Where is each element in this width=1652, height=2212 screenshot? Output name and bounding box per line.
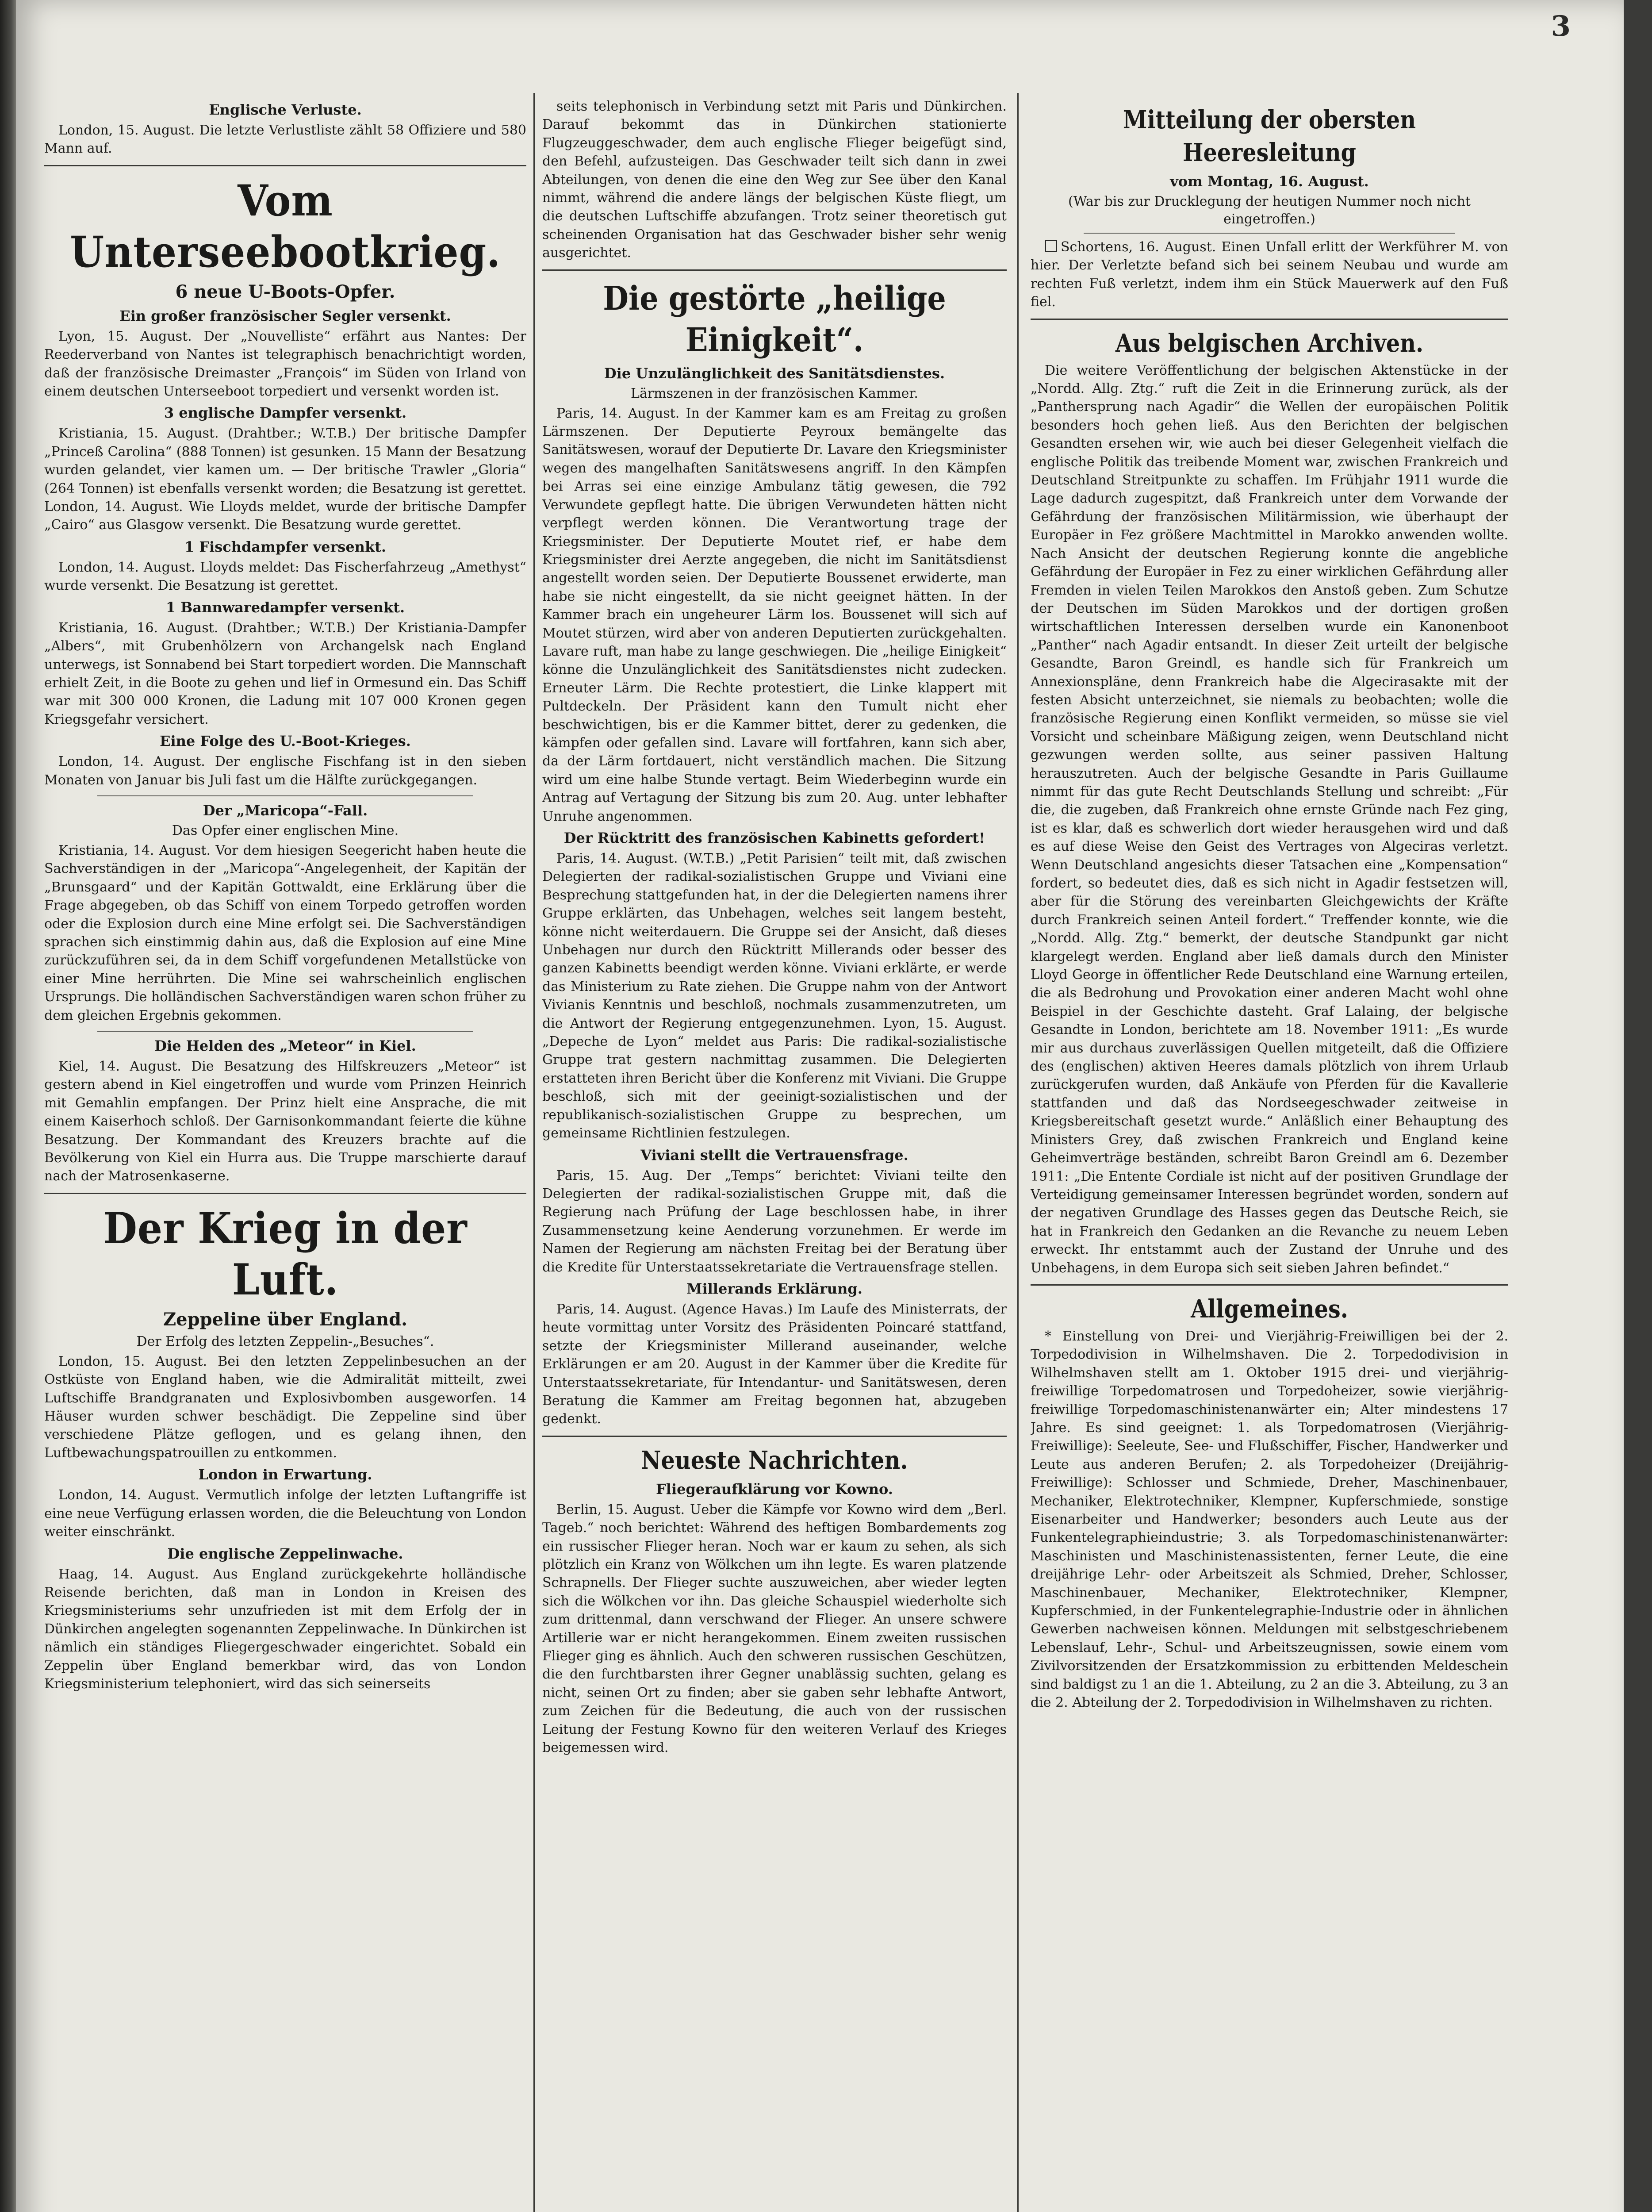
- article-heading: Englische Verluste.: [209, 101, 362, 118]
- divider: [97, 1031, 473, 1032]
- article-subtitle: Lärmszenen in der französischen Kammer.: [631, 385, 918, 401]
- subheadline: Die Unzulänglichkeit des Sanitätsdienstes.: [604, 365, 945, 382]
- article-body: Schortens, 16. August. Einen Unfall erlitt der Werkführer M. von hier. Der Verletzte befand sich bei seinem Neubau und wurde am rechten Fuß verletzt, indem ihm ein Stück Mauerwerk auf den Fuß fiel.: [1031, 239, 1508, 310]
- article-body: Berlin, 15. August. Ueber die Kämpfe vor Kowno wird dem „Berl. Tageb.“ noch berichtet: Während des heftigen Bombardements zog ein russischer Flieger heran. Noch war er kaum zu sehen, als sich plötzlich ein Kranz von Wölkchen um ihn legte. Es waren platzende Schrapnells. Der Flieger suchte auszuweichen, aber wieder legten sich die Wölkchen vor ihn. Das gleiche Schauspiel wiederholte sich zum drittenmal, dann verschwand der Flieger. An unsere schwere Artillerie war er nicht herangekommen. Einem zweiten russischen Flieger ging es ähnlich. Auch den schweren russischen Geschützen, die den furchtbarsten ihrer Gegner unablässig suchten, gelang es nicht, seinen Ort zu finden; aber sie gaben sehr lebhafte Antwort, zum Zeichen für die Bedeutung, die auch von der russischen Leitung der Festung Kowno für den weiteren Verlauf des Krieges beigemessen wird.: [542, 1502, 1007, 1756]
- divider: [542, 269, 1007, 271]
- article-note: (War bis zur Drucklegung der heutigen Nummer noch nicht eingetroffen.): [1068, 194, 1471, 227]
- headline: Die gestörte „heilige Einigkeit“.: [603, 279, 946, 359]
- headline: Aus belgischen Archiven.: [1115, 328, 1424, 358]
- newspaper-page: [16, 0, 1624, 2212]
- divider: [44, 1193, 526, 1194]
- section-body: Paris, 14. August. (W.T.B.) „Petit Parisien“ teilt mit, daß zwischen Delegierten der radikal-sozialistischen Gruppe und Viviani eine Besprechung stattgefunden hat, in der die Delegierten namens ihrer Gruppe erklärten, das Unbehagen, welches seit langem besteht, könne nicht weiterdauern. Die Gruppe sei der Ansicht, daß dieses Unbehagen nur durch den Rücktritt Millerands oder besser des ganzen Kabinetts beendigt werden könne. Viviani erklärte, er werde das Ministerium zu Rate ziehen. Die Gruppe nahm von der Antwort Vivianis Kenntnis und beschloß, nochmals zusammenzutreten, um die Antwort der Regierung entgegenzunehmen. Lyon, 15. August. „Depeche de Lyon“ meldet aus Paris: Die radikal-sozialistische Gruppe trat gestern nachmittag zusammen. Die Delegierten erstatteten ihren Bericht über die Konferenz mit Viviani. Die Gruppe beschloß, sich mit der geeinigt-sozialistischen und der republikanisch-sozialistischen Gruppe zu besprechen, um gemeinsame Richtlinien festzulegen.: [542, 851, 1007, 1141]
- headline: Mitteilung der obersten Heeresleitung: [1123, 105, 1416, 167]
- column-divider: [533, 93, 535, 2212]
- article-neueste-nachrichten: [542, 1444, 1007, 1757]
- headline: Allgemeines.: [1191, 1294, 1348, 1324]
- subheadline: Zeppeline über England.: [163, 1309, 407, 1330]
- section-title: 1 Fischdampfer versenkt.: [184, 538, 387, 555]
- article-subtitle: Das Opfer einer englischen Mine.: [172, 822, 399, 838]
- article-continuation: [542, 97, 1007, 262]
- article-heilige-einigkeit: [542, 278, 1007, 1429]
- section-title: 1 Bannwaredampfer versenkt.: [165, 599, 405, 616]
- section-body: Kristiania, 16. August. (Drahtber.; W.T.B.) Der Kristiania-Dampfer „Albers“, mit Grubenhölzern von Archangelsk nach England unterwegs, ist Sonnabend bei Start torpediert worden. Die Mannschaft erhielt Zeit, in die Boote zu gehen und lief in Ormesund ein. Das Schiff war mit 300 000 Kronen, die Ladung mit 107 000 Kronen gegen Kriegsgefahr versichert.: [44, 620, 526, 727]
- section-title: Die englische Zeppelinwache.: [167, 1545, 403, 1562]
- divider: [1031, 319, 1508, 320]
- section-body: Haag, 14. August. Aus England zurückgekehrte holländische Reisende berichten, daß man in London in Kreisen des Kriegsministeriums sehr unzufrieden ist mit dem Erfolg der in Dünkirchen angelegten sogenannten Zeppelinwache. In Dünkirchen ist nämlich ein ständiges Fliegergeschwader eingerichtet. Sobald ein Zeppelin über England bemerkbar wird, das von London Kriegsministerium telephoniert, wird das sich seinerseits: [44, 1566, 526, 1692]
- column-2: [542, 97, 1007, 2212]
- headline: Der Krieg in der Luft.: [103, 1203, 468, 1305]
- section-body: Paris, 14. August. (Agence Havas.) Im Laufe des Ministerrats, der heute vormittag unter Vorsitz des Präsidenten Poincaré stattfand, setzte der Kriegsminister Millerand auseinander, welche Erklärungen er am 20. August in der Kammer über die Kredite für Unterstaatssekretariate, für Intendantur- und Sanitätswesen, deren Beratung die Kammer am Freitag begonnen hat, abzugeben gedenkt.: [542, 1301, 1007, 1427]
- article-meteor: [44, 1036, 526, 1186]
- article-subtitle: vom Montag, 16. August.: [1170, 173, 1369, 190]
- article-body: Paris, 14. August. In der Kammer kam es am Freitag zu großen Lärmszenen. Der Deputierte Peyroux bemängelte das Sanitätswesen, worauf der Deputierte Dr. Lavare den Kriegsminister wegen des mangelhaften Sanitätswesens angriff. In den Kämpfen bei Arras sei eine einzige Ambulanz tätig gewesen, die 792 Verwundete gepflegt hatte. Die übrigen Verwundeten hätten nicht verpflegt werden können. Die Verantwortung trage der Kriegsminister. Der Deputierte Moutet rief, er habe dem Kriegsminister drei Aerzte angegeben, die nicht im Sanitätsdienst angestellt worden seien. Der Deputierte Boussenet erwiderte, man habe sie nicht eingestellt, da sie nicht geeignet hätten. In der Kammer brach ein ungeheurer Lärm los. Boussenet will sich auf Moutet stürzen, wird aber von anderen Deputierten zurückgehalten. Lavare ruft, man habe zu lange geschwiegen. Die „heilige Einigkeit“ könne die Unzulänglichkeit des Sanitätsdienstes nicht zudecken. Erneuter Lärm. Die Rechte protestiert, die Linke klappert mit Pultdeckeln. Der Präsident kann den Tumult nicht eher beschwichtigen, bis er die Kammer bittet, derer zu gedenken, die kämpfen oder gefallen sind. Lavare will fortfahren, kann sich aber, da der Lärm fortdauert, nicht verständlich machen. Die Sitzung wird um eine halbe Stunde vertagt. Beim Wiederbeginn wurde ein Antrag auf Vertagung der Sitzung bis zum 20. Aug. unter lebhafter Unruhe angenommen.: [542, 405, 1007, 824]
- section-title: Viviani stellt die Vertrauensfrage.: [640, 1146, 908, 1164]
- article-oberste-heeresleitung: [1031, 104, 1508, 311]
- article-body: Kristiania, 14. August. Vor dem hiesigen Seegericht haben heute die Sachverständigen in der „Maricopa“-Angelegenheit, der Kapitän der „Brunsgaard“ und der Kapitän Gottwaldt, eine Erklärung über die Frage abgegeben, ob das Schiff von einem Torpedo getroffen worden oder die Explosion durch eine Mine erfolgt sei. Die Sachverständigen sprachen sich einstimmig dahin aus, daß die Explosion auf eine Mine zurückzuführen sei, da in dem Schiff vorgefundenen Metallstücke von einer Mine herrührten. Die Mine sei wahrscheinlich englischen Ursprungs. Die holländischen Sachverständigen waren schon früher zu dem gleichen Ergebnis gekommen.: [44, 842, 526, 1023]
- article-englische-verluste: [44, 100, 526, 158]
- article-body: * Einstellung von Drei- und Vierjährig-Freiwilligen bei der 2. Torpedodivision in Wilhelmshaven. Die 2. Torpedodivision in Wilhelmshaven stellt am 1. Oktober 1915 drei- und vierjährig-freiwillige Torpedomatrosen und Torpedoheizer, sowie vierjährig-freiwillige Torpedomaschinistenanwärter ein; Alter mindestens 17 Jahre. Es sind geeignet: 1. als Torpedomatrosen (Vierjährig-Freiwillige): Seeleute, See- und Flußschiffer, Fischer, Handwerker und Leute aus anderen Berufen; 2. als Torpedoheizer (Dreijährig-Freiwillige): Schlosser und Schmiede, Dreher, Maschinenbauer, Mechaniker, Elektrotechniker, Klempner, Kupferschmiede, sonstige Eisenarbeiter und Handwerker; besonders auch Leute aus der Funkentelegraphieindustrie; 3. als Torpedomaschinistenanwärter: Maschinisten und Maschinistenassistenten, ferner Leute, die eine dreijährige Lehr- oder Arbeitszeit als Schmied, Dreher, Schlosser, Maschinenbauer, Mechaniker, Elektrotechniker, Klempner, Kupferschmied, in der Funkentelegraphie-Industrie oder in ähnlichen Gewerben nachweisen können. Meldungen mit selbstgeschriebenem Lebenslauf, Lehr-, Schul- und Arbeitszeugnissen, sowie einem vom Zivilvorsitzenden der Ersatzkommission zu erbittenden Meldeschein sind baldigst zu 1 an die 1. Abteilung, zu 2 an die 3. Abteilung, zu 3 an die 2. Abteilung der 2. Torpedodivision in Wilhelmshaven zu richten.: [1031, 1328, 1508, 1711]
- section-body: Paris, 15. Aug. Der „Temps“ berichtet: Viviani teilte den Delegierten der radikal-sozialistischen Gruppe mit, daß die Regierung nach Prüfung der Lage beschlossen habe, in ihrer Zusammensetzung keine Aenderung vorzunehmen. Er werde im Namen der Regierung am nächsten Freitag bei der Beratung über die Kredite für Unterstaatssekretariate die Vertrauensfrage stellen.: [542, 1167, 1007, 1275]
- article-title: Der „Maricopa“-Fall.: [203, 802, 368, 819]
- column-divider: [1017, 93, 1019, 2212]
- column-1: [44, 97, 526, 2212]
- article-maricopa: [44, 801, 526, 1025]
- article-subtitle: Fliegeraufklärung vor Kowno.: [656, 1480, 893, 1498]
- divider: [542, 1436, 1007, 1437]
- square-marker-icon: [1045, 240, 1057, 252]
- section-title: Millerands Erklärung.: [686, 1280, 862, 1297]
- article-krieg-in-der-luft: [44, 1203, 526, 1694]
- divider: [97, 795, 473, 796]
- divider: [44, 165, 526, 166]
- page-number: 3: [1551, 10, 1571, 43]
- article-body: Kiel, 14. August. Die Besatzung des Hilfskreuzers „Meteor“ ist gestern abend in Kiel eingetroffen und wurde vom Prinzen Heinrich mit Gemahlin empfangen. Der Prinz hielt eine Ansprache, die mit einem Kaiserhoch schloß. Der Garnisonkommandant feierte die kühne Besatzung. Der Kommandant des Kreuzers brachte auf die Bevölkerung von Kiel ein Hurra aus. Die Truppe marschierte darauf nach der Matrosenkaserne.: [44, 1059, 526, 1184]
- headline: Vom Unterseebootkrieg.: [70, 175, 501, 277]
- section-body: London, 14. August. Lloyds meldet: Das Fischerfahrzeug „Amethyst“ wurde versenkt. Die Besatzung ist gerettet.: [44, 559, 526, 594]
- subheadline-2: Ein großer französischer Segler versenkt.: [119, 307, 451, 324]
- section-title: Der Rücktritt des französischen Kabinetts gefordert!: [563, 830, 985, 846]
- article-subtitle: Der Erfolg des letzten Zeppelin-„Besuches“.: [136, 1333, 434, 1349]
- article-title: Die Helden des „Meteor“ in Kiel.: [154, 1037, 416, 1054]
- section-title: London in Erwartung.: [198, 1466, 372, 1483]
- subheadline: 6 neue U-Boots-Opfer.: [175, 281, 395, 302]
- divider: [1084, 233, 1455, 234]
- headline: Neueste Nachrichten.: [641, 1445, 908, 1475]
- section-title: Eine Folge des U.-Boot-Krieges.: [160, 733, 411, 750]
- section-title: 3 englische Dampfer versenkt.: [164, 404, 407, 422]
- article-allgemeines: [1031, 1293, 1508, 1712]
- article-body: seits telephonisch in Verbindung setzt mit Paris und Dünkirchen. Darauf bekommt das in Dünkirchen stationierte Flugzeuggeschwader, dem auch englische Flieger beigefügt sind, den Befehl, aufzusteigen. Das Geschwader teilt sich dann in zwei Abteilungen, von denen die eine den Weg zur See über den Kanal nimmt, während die andere längs der belgischen Küste fliegt, um die deutschen Luftschiffe abzufangen. Trotz seiner theoretisch gut scheinenden Organisation hat das Geschwader bisher sehr wenig ausgerichtet.: [542, 99, 1007, 261]
- divider: [1031, 1284, 1508, 1286]
- section-body: London, 14. August. Vermutlich infolge der letzten Luftangriffe ist eine neue Verfügung erlassen worden, die die Beleuchtung von London weiter einschränkt.: [44, 1487, 526, 1540]
- article-belgische-archiven: [1031, 327, 1508, 1277]
- section-body: London, 14. August. Der englische Fischfang ist in den sieben Monaten von Januar bis Juli fast um die Hälfte zurückgegangen.: [44, 754, 526, 788]
- article-body: Die weitere Veröffentlichung der belgischen Aktenstücke in der „Nordd. Allg. Ztg.“ ruft die Zeit in die Erinnerung zurück, als der „Panthersprung nach Agadir“ die Wellen der europäischen Politik besonders hoch gehen ließ. Aus den Berichten der belgischen Gesandten ersehen wir, wie auch bei dieser Gelegenheit vielfach die englische Politik das treibende Moment war, zwischen Frankreich und Deutschland Streitpunkte zu schaffen. Im Frühjahr 1911 wurde die Lage dadurch zugespitzt, daß Frankreich unter dem Vorwande der Gefährdung der französischen Militärmission, wie überhaupt der Europäer in Fez größere Machtmittel in Marokko anwenden wollte. Nach Ansicht der deutschen Regierung konnte die angebliche Gefährdung der Europäer in Fez zu einer wirklichen Gefährdung aller Fremden in vielen Teilen Marokkos den Anstoß geben. Zum Schutze der Deutschen im Süden Marokkos und der dortigen großen wirtschaftlichen Interessen derselben wurde ein Kanonenboot „Panther“ nach Agadir entsandt. In dieser Zeit urteilt der belgische Gesandte, Baron Greindl, es handle sich für Frankreich um Annexionspläne, denn Frankreich habe die Algecirasakte mit der festen Absicht unterzeichnet, sie niemals zu beobachten; wolle die französische Regierung einen Konflikt vermeiden, so müsse sie viel Vorsicht und scheinbare Mäßigung zeigen, wenn Deutschland nicht gezwungen werden sollte, aus seiner passiven Haltung herauszutreten. Auch der belgische Gesandte in Paris Guillaume nimmt für das gute Recht Deutschlands Stellung und schreibt: „Für die, die zugeben, daß Frankreich ohne ernste Gründe nach Fez ging, ist es klar, daß es schwerlich dort wieder herausgehen wird und daß es auf diese Weise den Geist des Vertrages von Algeciras verletzt. Wenn Deutschland angesichts dieser Tatsachen eine „Kompensation“ fordert, so bedeutet dies, daß es sich nicht in Agadir festsetzen will, aber für die Störung des vereinbarten Gleichgewichts der Kräfte durch Frankreich seinen Anteil fordert.“ Treffender konnte, wie die „Nordd. Allg. Ztg.“ bemerkt, der deutsche Standpunkt gar nicht klargelegt werden. England aber ließ damals durch den Minister Lloyd George in öffentlicher Rede Deutschland eine Warnung erteilen, die als Bedrohung und Provokation einer anderen Macht wohl ohne Beispiel in der Geschichte dasteht. Graf Lalaing, der belgische Gesandte in London, berichtete am 18. November 1911: „Es wurde mir aus durchaus zuverlässigen Quellen mitgeteilt, daß die Offiziere des (englischen) aktiven Heeres damals plötzlich von ihrem Urlaub zurückgerufen wurden, daß Ankäufe von Pferden für die Kavallerie stattfanden und daß das Nordseegeschwader zeitweise in Kriegsbereitschaft gesetzt wurde.“ Anläßlich einer Behauptung des Ministers Grey, daß zwischen Frankreich und England keine Geheimverträge beständen, schreibt Baron Greindl am 6. Dezember 1911: „Die Entente Cordiale ist nicht auf der positiven Grundlage der Verteidigung gemeinsamer Interessen begründet worden, sondern auf der negativen Grundlage des Hasses gegen das Deutsche Reich, sie hat in Frankreich den Gedanken an die Revanche zu neuem Leben erweckt. Ihr entstammt auch der Zustand der Unruhe und des Unbehagens, in dem Europa sich seit sieben Jahren befindet.“: [1031, 362, 1508, 1276]
- article-unterseebootkrieg: [44, 175, 526, 789]
- column-3: [1031, 97, 1508, 2212]
- section-body: Kristiania, 15. August. (Drahtber.; W.T.B.) Der britische Dampfer „Princeß Carolina“ (888 Tonnen) ist gesunken. 15 Mann der Besatzung wurden gelandet, vier kamen um. — Der britische Trawler „Gloria“ (264 Tonnen) ist ebenfalls versenkt worden; die Besatzung ist gerettet. London, 14. August. Wie Lloyds meldet, wurde der britische Dampfer „Cairo“ aus Glasgow versenkt. Die Besatzung wurde gerettet.: [44, 426, 526, 533]
- article-body: London, 15. August. Bei den letzten Zeppelinbesuchen an der Ostküste von England haben, wie die Admiralität mitteilt, zwei Luftschiffe Brandgranaten und Explosivbomben ausgeworfen. 14 Häuser wurden schwer beschädigt. Die Zeppeline sind über verschiedene Plätze geflogen, und es gelang ihnen, den Luftbewachungspatrouillen zu entkommen.: [44, 1353, 526, 1461]
- article-body: Lyon, 15. August. Der „Nouvelliste“ erfährt aus Nantes: Der Reederverband von Nantes ist telegraphisch benachrichtigt worden, daß der französische Dreimaster „François“ im Süden von Irland von einem deutschen Unterseeboot torpediert und versenkt worden ist.: [44, 328, 526, 399]
- article-body: London, 15. August. Die letzte Verlustliste zählt 58 Offiziere und 580 Mann auf.: [44, 123, 526, 157]
